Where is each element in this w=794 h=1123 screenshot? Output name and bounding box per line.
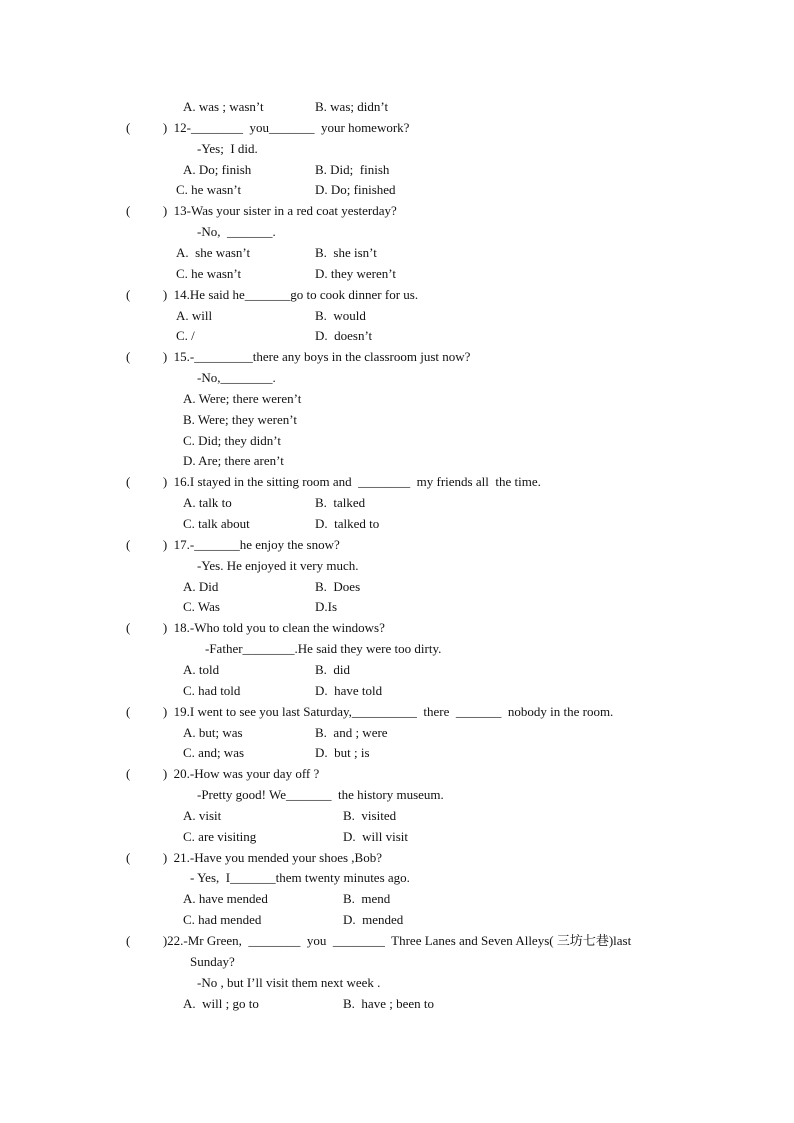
- question-line: ( ) 20.-How was your day off ?: [126, 766, 320, 781]
- option-text: A. she wasn’t: [176, 245, 251, 260]
- answer-line: -Yes. He enjoyed it very much.: [197, 558, 359, 573]
- option-text: B. Does: [315, 579, 361, 594]
- answer-line: -No , but I’ll visit them next week .: [197, 975, 381, 990]
- question-line: ( ) 21.-Have you mended your shoes ,Bob?: [126, 850, 382, 865]
- option-text: B. Did; finish: [315, 162, 390, 177]
- question-line: ( ) 19.I went to see you last Saturday,__________ there _______ nobody in the room.: [126, 704, 614, 719]
- option-text: A. will: [176, 308, 213, 323]
- question-line: ( ) 13-Was your sister in a red coat yesterday?: [126, 203, 397, 218]
- option-text: A. Were; there weren’t: [183, 391, 302, 406]
- option-text: C. Was: [183, 599, 220, 614]
- question-line: ( )22.-Mr Green, ________ you ________ Three Lanes and Seven Alleys( 三坊七巷)last: [126, 933, 632, 948]
- option-text: B. she isn’t: [315, 245, 377, 260]
- option-text: B. have ; been to: [343, 996, 434, 1011]
- answer-line: -No,________.: [197, 370, 276, 385]
- option-text: D. they weren’t: [315, 266, 396, 281]
- option-text: C. he wasn’t: [176, 266, 242, 281]
- option-text: B. was; didn’t: [315, 99, 389, 114]
- answer-line: -Yes; I did.: [197, 141, 258, 156]
- option-text: D. doesn’t: [315, 328, 373, 343]
- option-text: C. talk about: [183, 516, 250, 531]
- option-text: D. but ; is: [315, 745, 370, 760]
- option-text: A. was ; wasn’t: [183, 99, 264, 114]
- option-text: C. /: [176, 328, 195, 343]
- option-text: A. but; was: [183, 725, 243, 740]
- answer-line: Sunday?: [190, 954, 235, 969]
- option-text: D.Is: [315, 599, 338, 614]
- answer-line: -Father________.He said they were too dirty.: [205, 641, 442, 656]
- answer-line: -Pretty good! We_______ the history museum.: [197, 787, 444, 802]
- option-text: C. he wasn’t: [176, 182, 242, 197]
- question-line: ( ) 15.-_________there any boys in the classroom just now?: [126, 349, 471, 364]
- option-text: B. and ; were: [315, 725, 388, 740]
- option-text: D. Are; there aren’t: [183, 453, 284, 468]
- option-text: A. Did: [183, 579, 219, 594]
- option-text: A. have mended: [183, 891, 268, 906]
- question-line: ( ) 14.He said he_______go to cook dinner for us.: [126, 287, 419, 302]
- option-text: A. told: [183, 662, 220, 677]
- question-line: ( ) 18.-Who told you to clean the windows?: [126, 620, 385, 635]
- option-text: B. mend: [343, 891, 391, 906]
- option-text: D. talked to: [315, 516, 380, 531]
- option-text: A. will ; go to: [183, 996, 259, 1011]
- option-text: A. talk to: [183, 495, 232, 510]
- answer-line: - Yes, I_______them twenty minutes ago.: [190, 870, 410, 885]
- option-text: B. talked: [315, 495, 366, 510]
- option-text: C. and; was: [183, 745, 245, 760]
- option-text: D. have told: [315, 683, 383, 698]
- option-text: C. Did; they didn’t: [183, 433, 281, 448]
- option-text: C. had told: [183, 683, 241, 698]
- answer-line: -No, _______.: [197, 224, 276, 239]
- option-text: B. Were; they weren’t: [183, 412, 297, 427]
- option-text: D. will visit: [343, 829, 409, 844]
- option-text: B. did: [315, 662, 351, 677]
- option-text: D. Do; finished: [315, 182, 396, 197]
- option-text: C. had mended: [183, 912, 262, 927]
- option-text: B. visited: [343, 808, 397, 823]
- question-line: ( ) 17.-_______he enjoy the snow?: [126, 537, 340, 552]
- option-text: B. would: [315, 308, 366, 323]
- question-line: ( ) 16.I stayed in the sitting room and ________ my friends all the time.: [126, 474, 541, 489]
- question-line: ( ) 12-________ you_______ your homework?: [126, 120, 410, 135]
- option-text: C. are visiting: [183, 829, 257, 844]
- option-text: A. Do; finish: [183, 162, 252, 177]
- option-text: A. visit: [183, 808, 222, 823]
- option-text: D. mended: [343, 912, 404, 927]
